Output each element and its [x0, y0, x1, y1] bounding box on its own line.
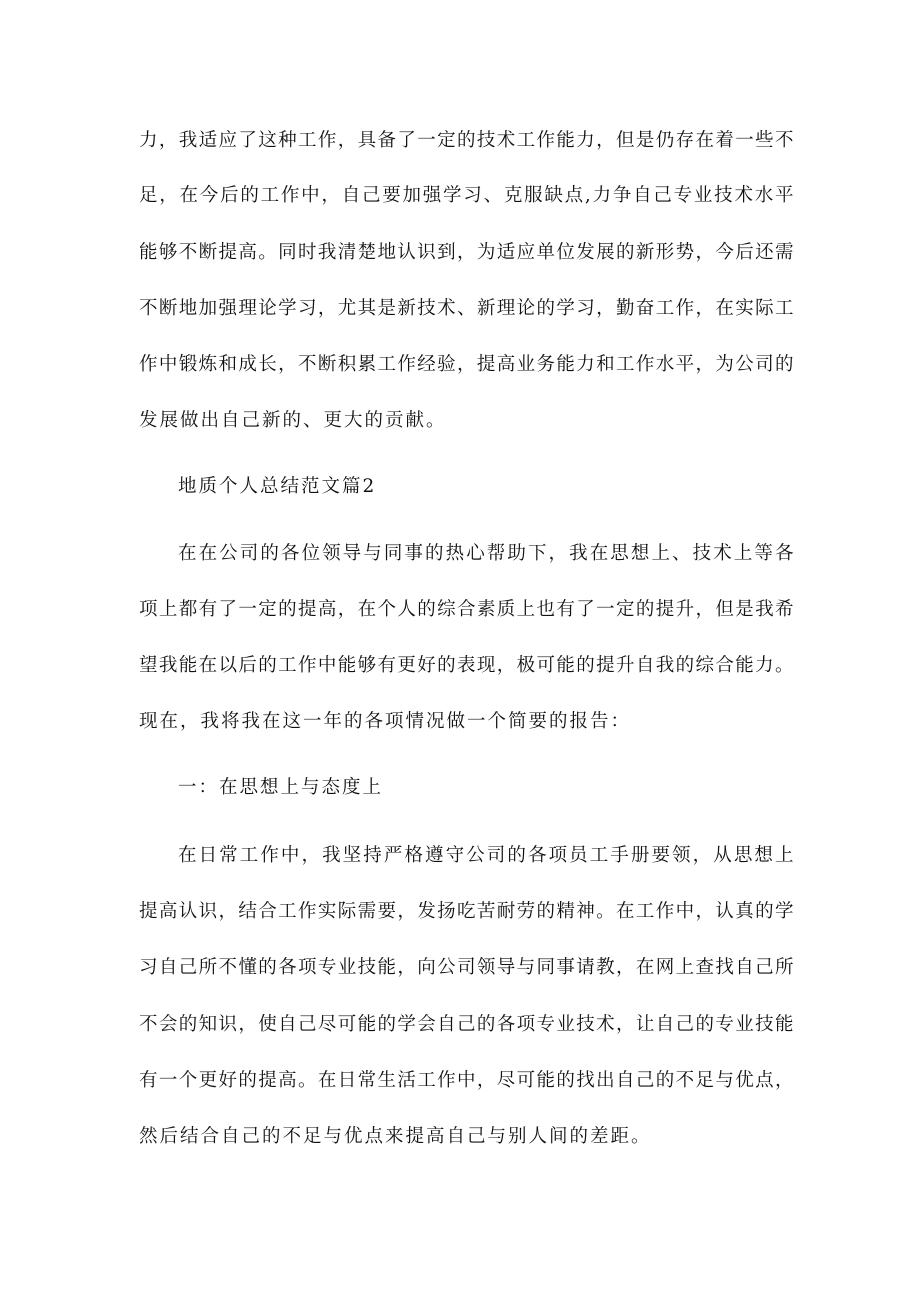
section-heading-ideology-attitude: 一：在思想上与态度上 — [178, 777, 384, 798]
paragraph-1-line-6: 发展做出自己新的、更大的贡献。 — [139, 410, 447, 431]
section-heading-essay-2: 地质个人总结范文篇2 — [178, 476, 377, 497]
paragraph-3-line-5: 有一个更好的提高。在日常生活工作中，尽可能的找出自己的不足与优点， — [139, 1070, 794, 1091]
paragraph-2-line-1: 在在公司的各位领导与同事的热心帮助下，我在思想上、技术上等各 — [178, 543, 794, 564]
paragraph-3-line-1: 在日常工作中，我坚持严格遵守公司的各项员工手册要领，从思想上 — [178, 845, 794, 866]
paragraph-1-line-3: 能够不断提高。同时我清楚地认识到，为适应单位发展的新形势，今后还需 — [139, 242, 794, 263]
paragraph-2-line-3: 望我能在以后的工作中能够有更好的表现，极可能的提升自我的综合能力。 — [139, 655, 794, 676]
paragraph-2-line-4: 现在，我将我在这一年的各项情况做一个简要的报告： — [139, 711, 632, 732]
paragraph-3-line-2: 提高认识，结合工作实际需要，发扬吃苦耐劳的精神。在工作中，认真的学 — [139, 901, 794, 922]
paragraph-3-line-3: 习自己所不懂的各项专业技能，向公司领导与同事请教，在网上查找自己所 — [139, 957, 794, 978]
paragraph-1-line-2: 足，在今后的工作中，自己要加强学习、克服缺点,力争自己专业技术水平 — [139, 185, 794, 206]
paragraph-3-line-6: 然后结合自己的不足与优点来提高自己与别人间的差距。 — [139, 1126, 652, 1147]
paragraph-1-line-1: 力，我适应了这种工作，具备了一定的技术工作能力，但是仍存在着一些不 — [139, 130, 794, 151]
paragraph-1-line-5: 作中锻炼和成长，不断积累工作经验，提高业务能力和工作水平，为公司的 — [139, 354, 794, 375]
paragraph-3-line-4: 不会的知识，使自己尽可能的学会自己的各项专业技术，让自己的专业技能 — [139, 1014, 794, 1035]
paragraph-1-line-4: 不断地加强理论学习，尤其是新技术、新理论的学习，勤奋工作，在实际工 — [139, 298, 794, 319]
paragraph-2-line-2: 项上都有了一定的提高，在个人的综合素质上也有了一定的提升，但是我希 — [139, 599, 794, 620]
